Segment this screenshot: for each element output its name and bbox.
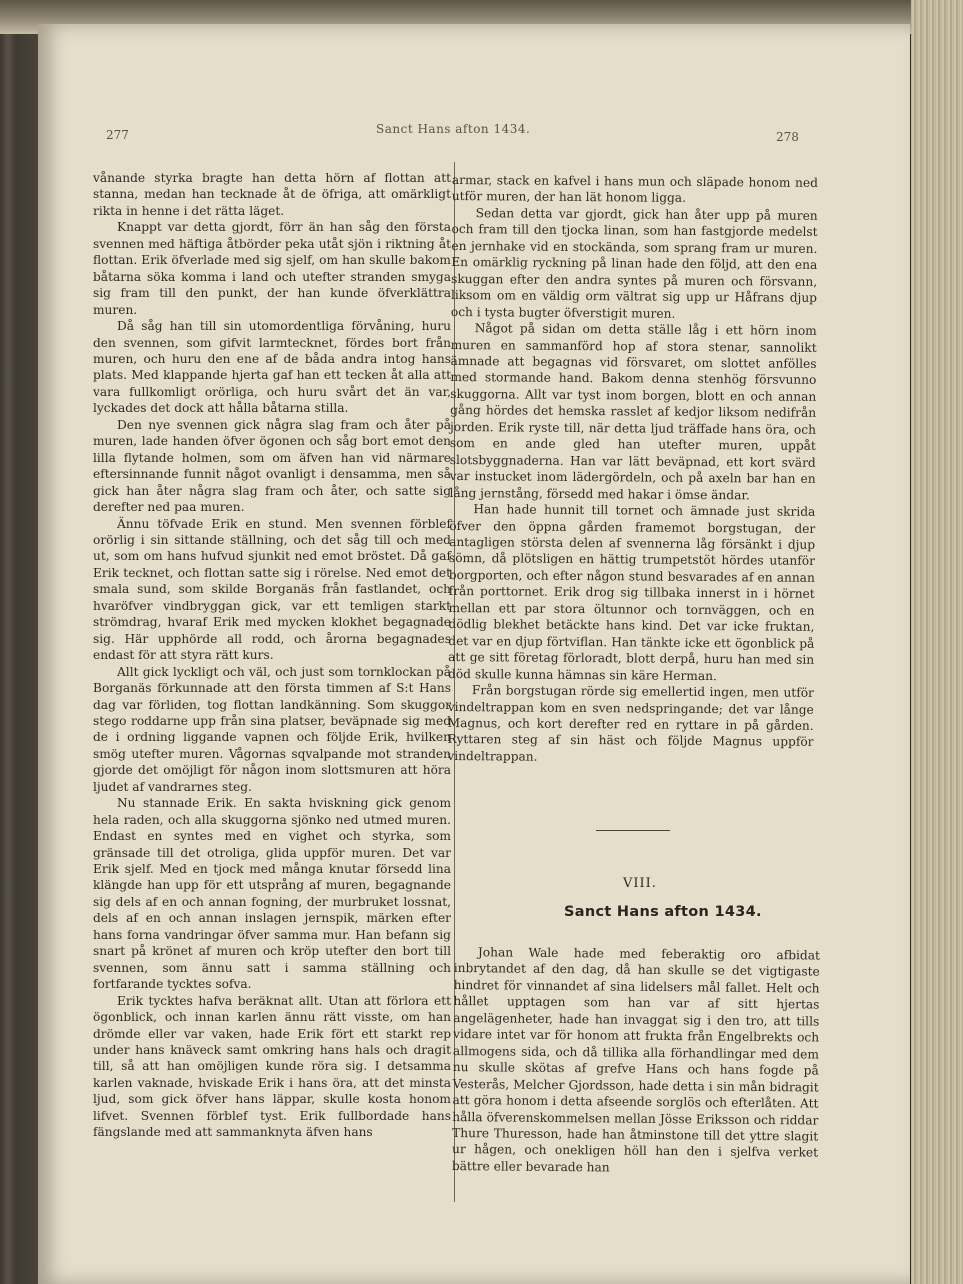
chapter-title: Sanct Hans afton 1434.: [564, 904, 762, 920]
left-column: [93, 170, 451, 1141]
chapter-number: VIII.: [623, 876, 657, 891]
paragraph: Knappt var detta gjordt, förr än han såg den första svennen med häftiga åtbörder peka utåt sjön i riktning åt flottan. Erik öfverlade med sig sjelf, om han skulle bakom båtarna söka komma i land och utefter stranden smyga sig fram till den punkt, der han kunde öfverklättra muren.: [93, 220, 451, 317]
paragraph: Då såg han till sin utomordentliga förvåning, huru den svennen, som gifvit larmtecknet, fördes bort från muren, och huru den ene af de båda andra intog hans plats. Med klappande hjerta gaf han ett tecken åt alla att vara fullkomligt orörliga, och huru svårt det än var, lyckades det dock att hålla båtarna stilla.: [93, 319, 451, 416]
paragraph: Den nye svennen gick några slag fram och åter på muren, lade handen öfver ögonen och såg bort emot den lilla flytande holmen, som om äfven han vid närmare eftersinnande funnit något ovanligt i densamma, men så gick han åter några slag fram och åter, och satte sig derefter ned paa muren.: [93, 417, 451, 515]
paragraph: Johan Wale hade med feberaktig oro afbidat inbrytandet af den dag, då han skulle se det vigtigaste hindret för vinnandet af sina lidelsers mål fallet. Helt och hållet upptagen som han var af sitt hjertas angelägenheter, hade han invaggat sig i den tro, att tills vidare intet var för honom att frukta från Engelbrekts och allmogens sida, och då tillika alla förhandlingar med dem nu skulle skötas af grefve Hans och hans fogde på Vesterås, Melcher Gjordsson, hade detta i sin mån bidragit att göra honom i detta afseende sorglös och efterlåten. Att hålla öfverenskommelsen mellan Jösse Eriksson och riddar Thure Thuresson, hade han åtminstone till det yttre slagit ur hågen, och onekligen höll han den i sjelfva verket bättre eller bevarade han: [451, 945, 820, 1175]
paragraph: Allt gick lyckligt och väl, och just som tornklockan på Borganäs förkunnade att den första timmen af S:t Hans dag var förliden, tog flottan landkänning. Som skuggor stego roddarne upp från sina platser, beväpnade sig med de i ordning liggande vapnen och följde Erik, hvilken smög utefter muren. Vågornas sqvalpande mot stranden gjorde det omöjligt för någon inom slottsmuren att höra ljudet af vandrarnes steg.: [93, 664, 451, 794]
section-rule: [596, 830, 670, 831]
chapter-text: [452, 944, 820, 1178]
paragraph: Sedan detta var gjordt, gick han åter upp på muren och fram till den tjocka linan, som han fastgjorde medelst en jernhake vid en stockända, som sprang fram ur muren. En omärklig ryckning på linan hade den följd, att den ena skuggan efter den andra syntes på muren och försvann, liksom om en väldig orm vältrat sig upp ur Håfrans djup och i tysta bugter öfverstigit muren.: [450, 206, 818, 321]
right-column: [447, 172, 818, 767]
running-title: Sanct Hans afton 1434.: [376, 122, 531, 136]
paragraph: Från borgstugan rörde sig emellertid ingen, men utför vindeltrappan kom en sven nedspringande; det var långe Magnus, och kort derefter red en ryttare in på gården. Ryttaren steg af sin häst och följde Magnus uppför vindeltrappan.: [447, 683, 814, 764]
paragraph: Ännu töfvade Erik en stund. Men svennen förblef orörlig i sin sittande ställning, och det såg till och med ut, som om hans hufvud sjunkit ned emot bröstet. Då gaf Erik tecknet, och flottan satte sig i rörelse. Ned emot det smala sund, som skilde Borganäs från fastlandet, och hvaröfver vindbryggan gick, var ett temligen starkt strömdrag, hvaraf Erik med mycken klokhet begagnade sig. Här upphörde all rodd, och årorna begagnades endast för att styra rätt kurs.: [93, 516, 451, 663]
paragraph: Något på sidan om detta ställe låg i ett hörn inom muren en sammanförd hop af stora stenar, sannolikt ämnade att begagnas vid försvaret, om slottet anfölles med stormande hand. Bakom denna stenhög försvunno skuggorna. Allt var tyst inom borgen, blott en och annan gång hördes det hemska rasslet af kedjor liksom nedifrån jorden. Erik ryste till, när detta ljud träffade hans öra, och som en ande gled han utefter muren, uppåt slotsbyggnaderna. Han var lätt beväpnad, ett kort svärd var instucket inom lädergördeln, och på axeln bar han en lång jernstång, försedd med hakar i ömse ändar.: [449, 321, 817, 502]
paragraph: Nu stannade Erik. En sakta hviskning gick genom hela raden, och alla skuggorna sjönko ned utmed muren. Endast en syntes med en vighet och styrka, som gränsade till det otroliga, glida uppför muren. Det var Erik sjelf. Med en tjock med många knutar försedd lina klängde han upp för ett utsprång af muren, begagnande sig dels af en och annan fogning, der murbruket lossnat, dels af en och annan inslagen jernspik, märken efter hans forna vandringar öfver samma mur. Han befann sig snart på krönet af muren och kröp utefter den bort till svennen, som ännu satt i samma ställning och fortfarande tycktes sofva.: [93, 796, 451, 992]
page-number-left: 277: [106, 128, 129, 142]
paragraph: Erik tycktes hafva beräknat allt. Utan att förlora ett ögonblick, och innan karlen ännu rätt visste, om han drömde eller var vaken, hade Erik fört ett starkt rep under hans knäveck samt omkring hans hals och dragit till, så att han omöjligen kunde röra sig. I detsamma karlen vaknade, hviskade Erik i hans öra, att det minsta ljud, som gick öfver hans läppar, skulle kosta honom lifvet. Svennen förblef tyst. Erik fullbordade hans fängslande med att sammanknyta äfven hans: [93, 993, 451, 1140]
paragraph: Han hade hunnit till tornet och ämnade just skrida öfver den öppna gården framemot borgstugan, der antagligen största delen af svennerna låg försänkt i djup sömn, då plötsligen en hättig trumpetstöt hördes utanför borgporten, och efter någon stund besvarades af en annan från porttornet. Erik drog sig tillbaka innerst in i hörnet mellan ett par stora öltunnor och tornväggen, och en dödlig blekhet betäckte hans kind. Det var icke fruktan, det var en djup förtviflan. Han tänkte icke ett ögonblick på att ge sitt företag förloradt, blott derpå, huru han med sin död skulle kunna hämnas sin käre Herman.: [448, 502, 816, 683]
paragraph: vånande styrka bragte han detta hörn af flottan att stanna, medan han tecknade åt de öfriga, att omärkligt rikta in henne i det rätta läget.: [93, 171, 451, 218]
book-page: [38, 24, 910, 1284]
paragraph: armar, stack en kafvel i hans mun och släpade honom ned utför muren, der han lät honom ligga.: [451, 172, 818, 206]
page-header: [38, 120, 910, 150]
page-edges: [911, 0, 963, 1284]
page-number-right: 278: [776, 130, 799, 144]
